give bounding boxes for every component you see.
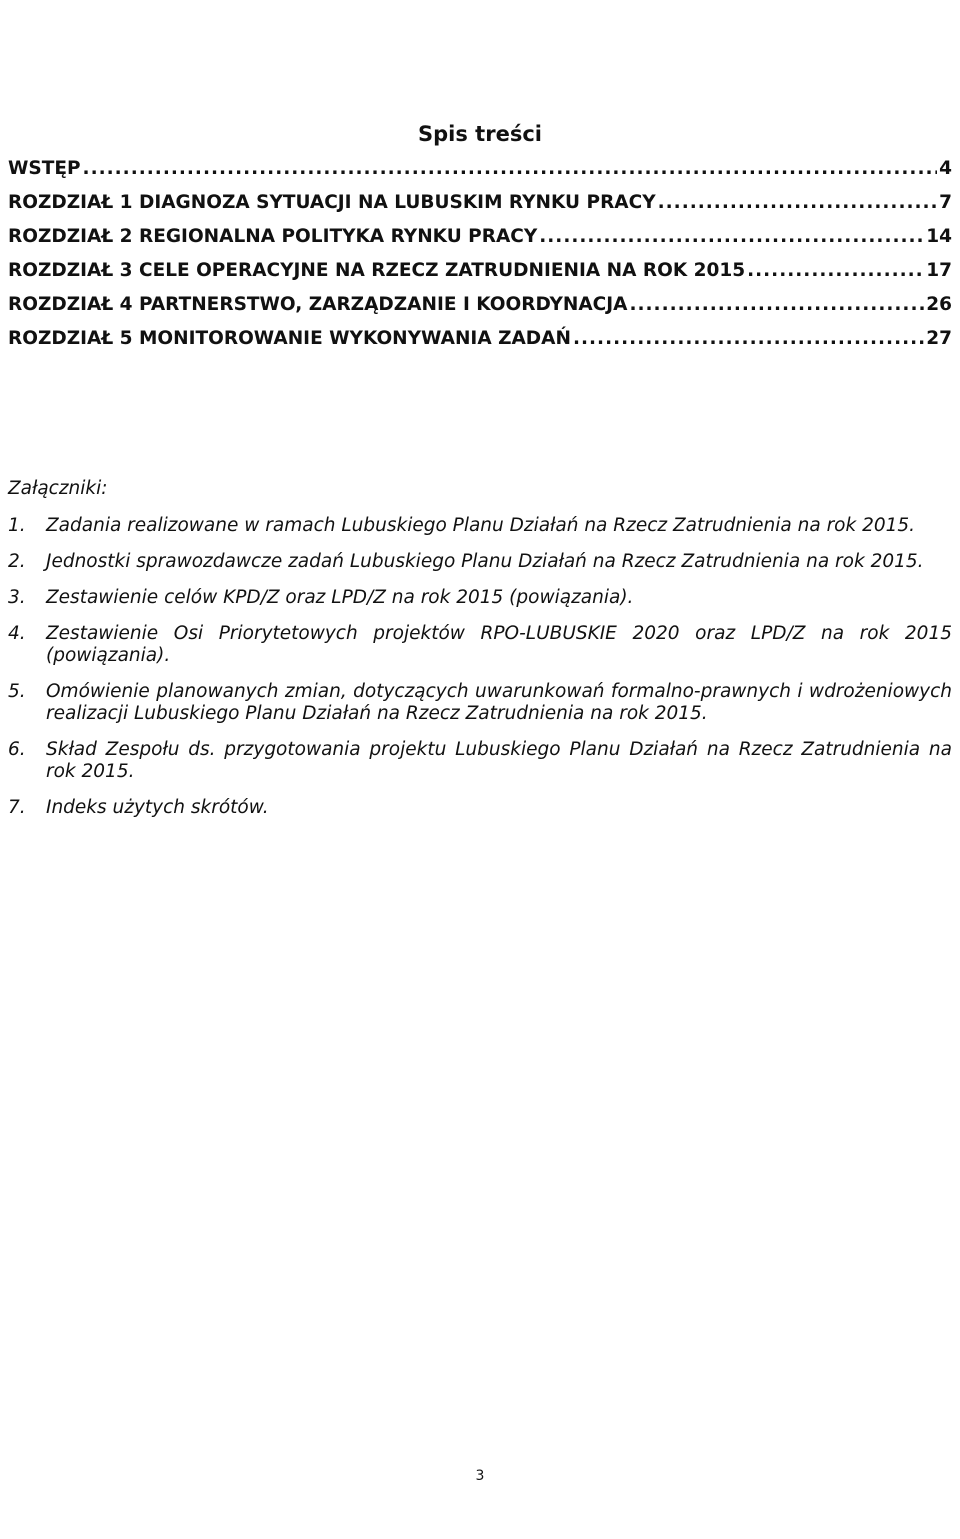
attachments-heading: Załączniki: bbox=[8, 478, 108, 499]
toc-entry-chapter-1[interactable] bbox=[8, 192, 952, 226]
attachment-number: 5. bbox=[8, 681, 26, 702]
attachment-text: Indeks użytych skrótów. bbox=[46, 797, 269, 818]
attachment-item bbox=[8, 551, 952, 573]
toc-entry-chapter-5[interactable] bbox=[8, 328, 952, 362]
toc-title: Spis treści bbox=[418, 122, 542, 146]
toc-entry-chapter-4[interactable] bbox=[8, 294, 952, 328]
attachment-text: Zestawienie celów KPD/Z oraz LPD/Z na rok 2015 (powiązania). bbox=[46, 587, 634, 608]
page-number: 3 bbox=[475, 1468, 485, 1484]
toc-leader-dots bbox=[539, 226, 924, 247]
toc-entry-label: ROZDZIAŁ 5 MONITOROWANIE WYKONYWANIA ZADAŃ bbox=[8, 328, 571, 349]
attachment-number: 3. bbox=[8, 587, 26, 608]
attachment-text: Zadania realizowane w ramach Lubuskiego Planu Działań na Rzecz Zatrudnienia na rok 2015. bbox=[46, 515, 916, 536]
toc-entry-page: 26 bbox=[926, 294, 952, 315]
toc-entry-wstep[interactable] bbox=[8, 158, 952, 192]
toc-entry-page: 17 bbox=[926, 260, 952, 281]
toc-entry-page: 27 bbox=[926, 328, 952, 349]
attachment-number: 4. bbox=[8, 623, 26, 644]
attachment-number: 6. bbox=[8, 739, 26, 760]
toc-entry-label: ROZDZIAŁ 3 CELE OPERACYJNE NA RZECZ ZATRUDNIENIA NA ROK 2015 bbox=[8, 260, 746, 281]
toc-entry-page: 7 bbox=[939, 192, 952, 213]
toc-entry-chapter-2[interactable] bbox=[8, 226, 952, 260]
table-of-contents bbox=[8, 158, 952, 362]
attachment-text: Skład Zespołu ds. przygotowania projektu Lubuskiego Planu Działań na Rzecz Zatrudnienia na rok 2015. bbox=[46, 739, 952, 782]
attachment-item bbox=[8, 515, 952, 537]
attachment-number: 7. bbox=[8, 797, 26, 818]
toc-leader-dots bbox=[658, 192, 938, 213]
attachment-text: Jednostki sprawozdawcze zadań Lubuskiego Planu Działań na Rzecz Zatrudnienia na rok 2015. bbox=[46, 551, 924, 572]
toc-entry-label: ROZDZIAŁ 1 DIAGNOZA SYTUACJI NA LUBUSKIM RYNKU PRACY bbox=[8, 192, 656, 213]
attachment-item bbox=[8, 797, 952, 819]
attachment-item bbox=[8, 587, 952, 609]
toc-leader-dots bbox=[83, 158, 938, 179]
toc-entry-label: ROZDZIAŁ 2 REGIONALNA POLITYKA RYNKU PRACY bbox=[8, 226, 538, 247]
attachment-number: 1. bbox=[8, 515, 26, 536]
attachment-item bbox=[8, 681, 952, 725]
toc-entry-chapter-3[interactable] bbox=[8, 260, 952, 294]
attachment-number: 2. bbox=[8, 551, 26, 572]
attachments-section bbox=[8, 478, 952, 833]
toc-entry-page: 14 bbox=[926, 226, 952, 247]
toc-entry-label: WSTĘP bbox=[8, 158, 81, 179]
attachment-text: Omówienie planowanych zmian, dotyczących uwarunkowań formalno-prawnych i wdrożeniowych realizacji Lubuskiego Planu Działań na Rzecz Zatrudnienia na rok 2015. bbox=[46, 681, 952, 724]
attachment-item bbox=[8, 739, 952, 783]
attachment-item bbox=[8, 623, 952, 667]
toc-leader-dots bbox=[747, 260, 924, 281]
toc-entry-page: 4 bbox=[939, 158, 952, 179]
toc-leader-dots bbox=[629, 294, 924, 315]
attachment-text: Zestawienie Osi Priorytetowych projektów RPO-LUBUSKIE 2020 oraz LPD/Z na rok 2015 (powiązania). bbox=[46, 623, 952, 666]
toc-leader-dots bbox=[573, 328, 924, 349]
toc-entry-label: ROZDZIAŁ 4 PARTNERSTWO, ZARZĄDZANIE I KOORDYNACJA bbox=[8, 294, 628, 315]
